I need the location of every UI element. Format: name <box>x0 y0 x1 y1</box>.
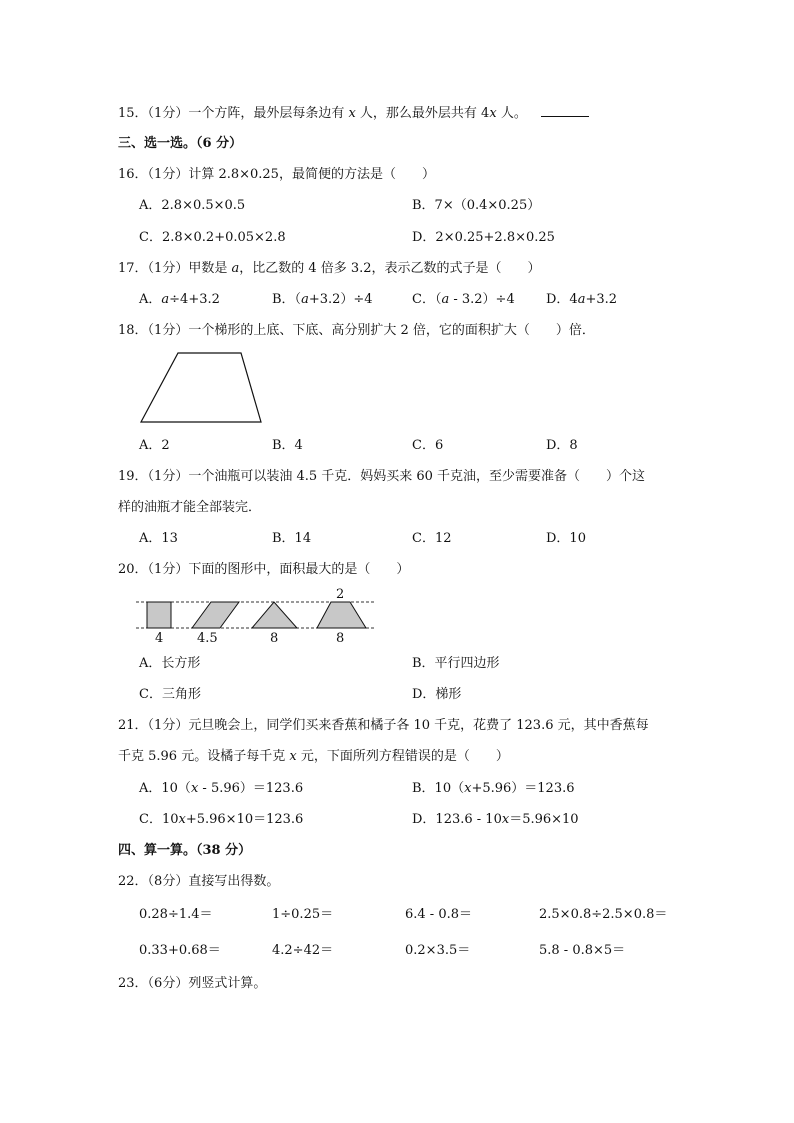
question-17-stem <box>118 260 541 278</box>
q19-option-c[interactable]: C．12 <box>412 531 452 546</box>
question-19-stem-line1: 19．（1分）一个油瓶可以装油 4.5 千克．妈妈买来 60 千克油，至少需要准备（ ）个这 <box>118 469 646 484</box>
question-19-stem-line2: 样的油瓶才能全部装完． <box>118 500 262 515</box>
q17-option-b[interactable]: B．（a+3.2）÷4 <box>272 292 373 307</box>
q15-var: x <box>489 106 497 121</box>
question-16-stem: 16．（1分）计算 2.8×0.25，最简便的方法是（ ） <box>118 167 435 182</box>
question-18-stem: 18．（1分）一个梯形的上底、下底、高分别扩大 2 倍，它的面积扩大（ ）倍． <box>118 323 595 338</box>
q20-option-b[interactable]: B．平行四边形 <box>412 656 500 671</box>
q17-option-a[interactable]: A．a÷4+3.2 <box>139 292 220 307</box>
calc-item: 0.33+0.68＝ <box>139 943 221 958</box>
para-label: 4.5 <box>197 631 218 646</box>
q20-option-c[interactable]: C．三角形 <box>139 687 201 702</box>
q21-option-b[interactable]: B．10（x+5.96）＝123.6 <box>412 781 575 796</box>
q15-text: 15．（1分）一个方阵，最外层每条边有 <box>118 106 349 121</box>
question-21-stem-line2: 千克 5.96 元。设橘子每千克 x 元，下面所列方程错误的是（ ） <box>118 749 509 764</box>
trap-bottom-label: 8 <box>336 631 345 646</box>
q20-option-a[interactable]: A．长方形 <box>139 656 201 671</box>
q18-option-d[interactable]: D．8 <box>546 438 578 453</box>
q16-option-a[interactable]: A．2.8×0.5×0.5 <box>139 198 246 213</box>
q16-option-b[interactable]: B．7×（0.4×0.25） <box>412 198 541 213</box>
q17-text: ，比乙数的 4 倍多 3.2，表示乙数的式子是（ ） <box>239 261 541 276</box>
question-22-stem: 22．（8分）直接写出得数。 <box>118 874 280 889</box>
section-heading-3: 三、选一选。（6 分） <box>118 136 243 151</box>
q16-option-d[interactable]: D．2×0.25+2.8×0.25 <box>412 230 555 245</box>
q20-option-d[interactable]: D．梯形 <box>412 687 462 702</box>
question-15 <box>118 104 589 123</box>
question-20-stem: 20．（1分）下面的图形中，面积最大的是（ ） <box>118 562 410 577</box>
calc-item: 0.28÷1.4＝ <box>139 907 213 922</box>
rectangle-shape <box>147 602 171 628</box>
calc-item: 2.5×0.8÷2.5×0.8＝ <box>539 907 668 922</box>
q15-text: 人，那么最外层共有 4 <box>355 106 490 121</box>
q17-option-c[interactable]: C．（a - 3.2）÷4 <box>412 292 515 307</box>
q18-option-b[interactable]: B．4 <box>272 438 303 453</box>
q15-var: x <box>348 106 356 121</box>
shapes-figure <box>134 586 376 646</box>
q21-option-c[interactable]: C．10x+5.96×10＝123.6 <box>139 812 304 827</box>
q19-option-d[interactable]: D．10 <box>546 531 586 546</box>
q18-option-c[interactable]: C．6 <box>412 438 444 453</box>
trapezoid-shape <box>141 353 261 422</box>
q18-option-a[interactable]: A．2 <box>139 438 170 453</box>
q19-option-b[interactable]: B．14 <box>272 531 312 546</box>
trapezoid-shape <box>317 602 366 628</box>
calc-item: 0.2×3.5＝ <box>405 943 471 958</box>
parallelogram-shape <box>192 602 239 628</box>
q17-text: 17．（1分）甲数是 <box>118 261 232 276</box>
q21-option-a[interactable]: A．10（x - 5.96）＝123.6 <box>139 781 304 796</box>
calc-item: 1÷0.25＝ <box>272 907 334 922</box>
q17-option-d[interactable]: D．4a+3.2 <box>546 292 618 307</box>
q19-option-a[interactable]: A．13 <box>139 531 178 546</box>
calc-item: 5.8 - 0.8×5＝ <box>539 943 626 958</box>
q17-var: a <box>231 261 240 276</box>
q21-option-d[interactable]: D．123.6 - 10x＝5.96×10 <box>412 812 579 827</box>
q16-option-c[interactable]: C．2.8×0.2+0.05×2.8 <box>139 230 286 245</box>
q15-text: 人。 <box>496 106 527 121</box>
trap-top-label: 2 <box>336 587 345 602</box>
trapezoid-figure <box>138 350 268 426</box>
section-heading-4: 四、算一算。（38 分） <box>118 843 252 858</box>
tri-label: 8 <box>270 631 279 646</box>
triangle-shape <box>252 602 297 628</box>
rect-label: 4 <box>155 631 164 646</box>
answer-blank[interactable] <box>541 104 589 117</box>
question-21-stem-line1: 21．（1分）元旦晚会上，同学们买来香蕉和橘子各 10 千克，花费了 123.6 元，其中香蕉每 <box>118 718 649 733</box>
question-23-stem: 23．（6分）列竖式计算。 <box>118 976 267 991</box>
calc-item: 4.2÷42＝ <box>272 943 334 958</box>
calc-item: 6.4 - 0.8＝ <box>405 907 473 922</box>
